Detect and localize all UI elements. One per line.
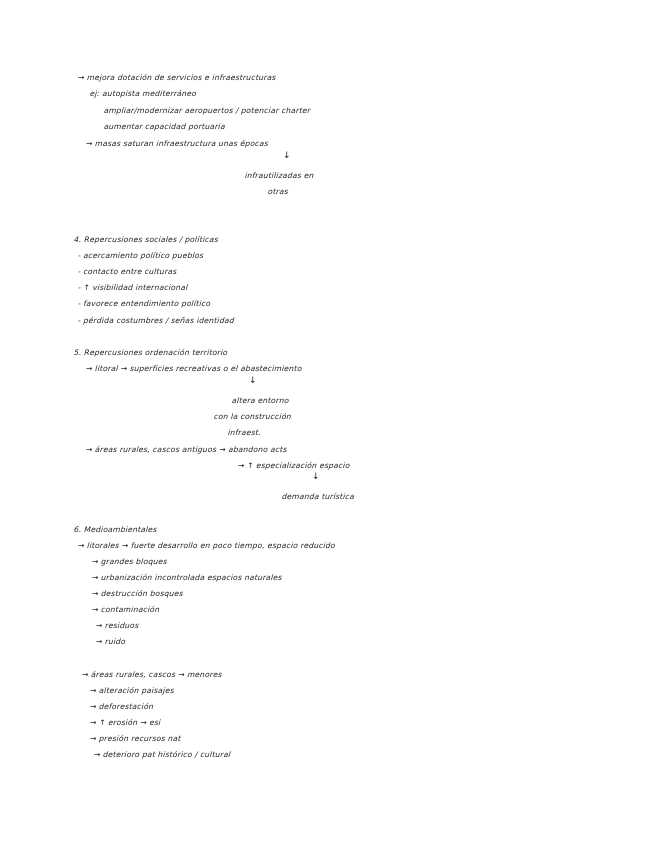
note-line: → alteración paisajes <box>89 686 175 695</box>
note-line: → presión recursos nat <box>89 734 182 743</box>
note-line: - pérdida costumbres / señas identidad <box>77 316 235 325</box>
note-line: → urbanización incontrolada espacios naturales <box>91 573 283 582</box>
note-line: - acercamiento político pueblos <box>77 251 205 260</box>
note-line: ej: autopista mediterráneo <box>89 89 198 98</box>
note-line: → áreas rurales, cascos → menores <box>81 670 223 679</box>
note-line: con la construcción <box>213 412 292 421</box>
section-heading: 4. Repercusiones sociales / políticas <box>73 235 219 244</box>
note-line: infraest. <box>227 428 262 437</box>
section-heading: 5. Repercusiones ordenación territorio <box>73 348 229 357</box>
note-line: altera entorno <box>231 396 290 405</box>
note-line: → litorales → fuerte desarrollo en poco tiempo, espacio reducido <box>77 541 336 550</box>
note-line: demanda turística <box>281 492 355 501</box>
note-line: → deterioro pat histórico / cultural <box>93 750 232 759</box>
note-line: - ↑ visibilidad internacional <box>77 283 189 292</box>
note-line: otras <box>267 187 289 196</box>
arrow-down-icon: ↓ <box>249 376 257 386</box>
note-line: → contaminación <box>91 605 161 614</box>
note-line: → ↑ especialización espacio <box>237 461 351 470</box>
note-line: → grandes bloques <box>91 557 168 566</box>
note-line: → áreas rurales, cascos antiguos → abandono acts <box>85 445 288 454</box>
note-line: → litoral → superficies recreativas o el abastecimiento <box>85 364 303 373</box>
note-line: → ruido <box>95 637 127 646</box>
note-line: ampliar/modernizar aeropuertos / potenciar charter <box>103 106 311 115</box>
arrow-down-icon: ↓ <box>283 151 291 161</box>
note-line: aumentar capacidad portuaria <box>103 122 226 131</box>
note-line: infrautilizadas en <box>244 171 315 180</box>
section-heading: 6. Medioambientales <box>73 525 158 534</box>
note-line: → mejora dotación de servicios e infraestructuras <box>77 73 277 82</box>
note-line: → residuos <box>95 621 140 630</box>
note-line: - contacto entre culturas <box>77 267 178 276</box>
note-line: - favorece entendimiento político <box>77 299 212 308</box>
arrow-down-icon: ↓ <box>312 472 320 482</box>
note-line: → masas saturan infraestructura unas épocas <box>85 139 269 148</box>
note-line: → destrucción bosques <box>91 589 184 598</box>
note-line: → deforestación <box>89 702 155 711</box>
note-line: → ↑ erosión → esi <box>89 718 162 727</box>
